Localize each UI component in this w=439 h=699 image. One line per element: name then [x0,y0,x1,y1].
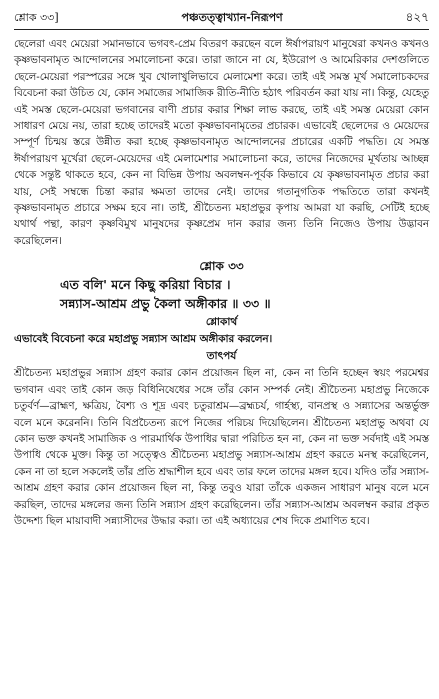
verse-heading: শ্লোক ৩৩ [199,259,244,274]
verse-line-1: এত বলি' মনে কিছু করিয়া বিচার । [60,277,231,293]
translation-heading: শ্লোকার্থ [205,316,238,329]
header-chapter-title: পঞ্চতত্ত্বাখ্যান-নিরূপণ [181,11,283,24]
body-paragraph: ছেলেরা এবং মেয়েরা সমানভাবে ভগবৎ-প্রেম বিতরণ করছেন বলে ঈর্ষাপরায়ণ মানুষেরা কখনও কখনও কৃষ্ণভাবনামৃত আন্দোলনের সমালোচনা করে। তারা জানে না যে, ইউরোপ ও আমেরিকার দেশগুলিতে ছেলে-মেয়েরা পরস্পরের সঙ্গে খুব খোলাখুলিভাবে মেলামেশা করে। তাই এই সমস্ত মূর্খ সমালোচকদের বিবেচনা করা উচিত যে, কোন সমাজের সামাজিক রীতি-নীতি হঠাৎ পরিবর্তন করা যায় না। কিন্তু, যেহেতু এই সমস্ত ছেলে-মেয়েরা ভগবানের বাণী প্রচার করার শিক্ষা লাভ করছে, তাই এই সমস্ত মেয়েরা কোন সাধারণ মেয়ে নয়, তারা হচ্ছে তাদেরই মতো কৃষ্ণভাবনামৃতের প্রচারক। এভাবেই ছেলেদের ও মেয়েদের সম্পূর্ণ চিন্ময় স্তরে উন্নীত করা হচ্ছে কৃষ্ণভাবনামৃত আন্দোলনের প্রচারের একটি পদ্ধতি। যে সমস্ত ঈর্ষাপরায়ণ মূর্খেরা ছেলে-মেয়েদের এই মেলামেশার সমালোচনা করে, তাদের নিজেদের মূর্খতায় আচ্ছন্ন থেকে সন্তুষ্ট থাকতে হবে, কেন না বিভিন্ন উপায় অবলম্বন-পূর্বক কিভাবে যে কৃষ্ণভাবনামৃত প্রচার করা যায়, সেই সম্বন্ধে চিন্তা করার ক্ষমতা তাদের নেই। তাদের গতানুগতিক পদ্ধতিতে তারা কখনই কৃষ্ণভাবনামৃত প্রচারে সক্ষম হবে না। তাই, শ্রীচৈতন্য মহাপ্রভুর কৃপায় আমরা যা করছি, সেটিই হচ্ছে যথার্থ পন্থা, কারণ কৃষ্ণবিমুখ মানুষদের কৃষ্ণপ্রেম দান করার জন্য তিনি নিজেও উপায় উদ্ভাবন করেছিলেন। [14,38,429,247]
translation-text: এভাবেই বিবেচনা করে মহাপ্রভু সন্ন্যাস আশ্রম অঙ্গীকার করলেন। [14,333,273,346]
verse-line-2: সন্ন্যাস-আশ্রম প্রভু কৈলা অঙ্গীকার ॥ ৩৩ ॥ [60,296,271,312]
purport-paragraph: শ্রীচৈতন্য মহাপ্রভুর সন্ন্যাস গ্রহণ করার কোন প্রয়োজন ছিল না, কেন না তিনি হচ্ছেন স্বয়ং পরমেশ্বর ভগবান এবং তাই কোন জড় বিধিনিষেধের সঙ্গে তাঁর কোন সম্পর্ক নেই। শ্রীচৈতন্য মহাপ্রভু নিজেকে চতুর্বর্ণ—ব্রাহ্মণ, ক্ষত্রিয়, বৈশ্য ও শূদ্র এবং চতুরাশ্রম—ব্রহ্মচর্য, গার্হস্থ্য, বানপ্রস্থ ও সন্ন্যাসের অন্তর্ভুক্ত বলে মনে করেননি। তিনি বিপ্রচৈতন্য রূপে নিজের পরিচয় দিয়েছিলেন। শ্রীচৈতন্য মহাপ্রভু অথবা যে কোন ভক্ত কখনই সামাজিক ও পারমার্থিক উপাধির দ্বারা পরিচিত হন না, কেন না ভক্ত সর্বদাই এই সমস্ত উপাধি থেকে মুক্ত। কিন্তু তা সত্ত্বেও শ্রীচৈতন্য মহাপ্রভু সন্ন্যাস-আশ্রম গ্রহণ করতে মনস্থ করেছিলেন, কেন না তা হলে সকলেই তাঁর প্রতি শ্রদ্ধাশীল হবে এবং তার ফলে তাদের মঙ্গল হবে। যদিও তাঁর সন্ন্যাস-আশ্রম গ্রহণ করার কোন প্রয়োজন ছিল না, কিন্তু তবুও যারা তাঁকে একজন সাধারণ মানুষ বলে মনে করছিল, তাদের মঙ্গলের জন্য তিনি সন্ন্যাস গ্রহণ করেছিলেন। তাঁর সন্ন্যাস-আশ্রম অবলম্বন করার প্রকৃত উদ্দেশ্য ছিল মায়াবাদী সন্ন্যাসীদের উদ্ধার করা। তা এই অধ্যায়ের শেষ দিকে প্রমাণিত হবে। [14,367,429,527]
header-divider [14,29,429,30]
header-verse-ref: শ্লোক ৩৩] [14,11,59,24]
purport-heading: তাৎপর্য [206,350,237,363]
page-number: ৪২৭ [405,10,429,24]
running-header [14,10,429,26]
